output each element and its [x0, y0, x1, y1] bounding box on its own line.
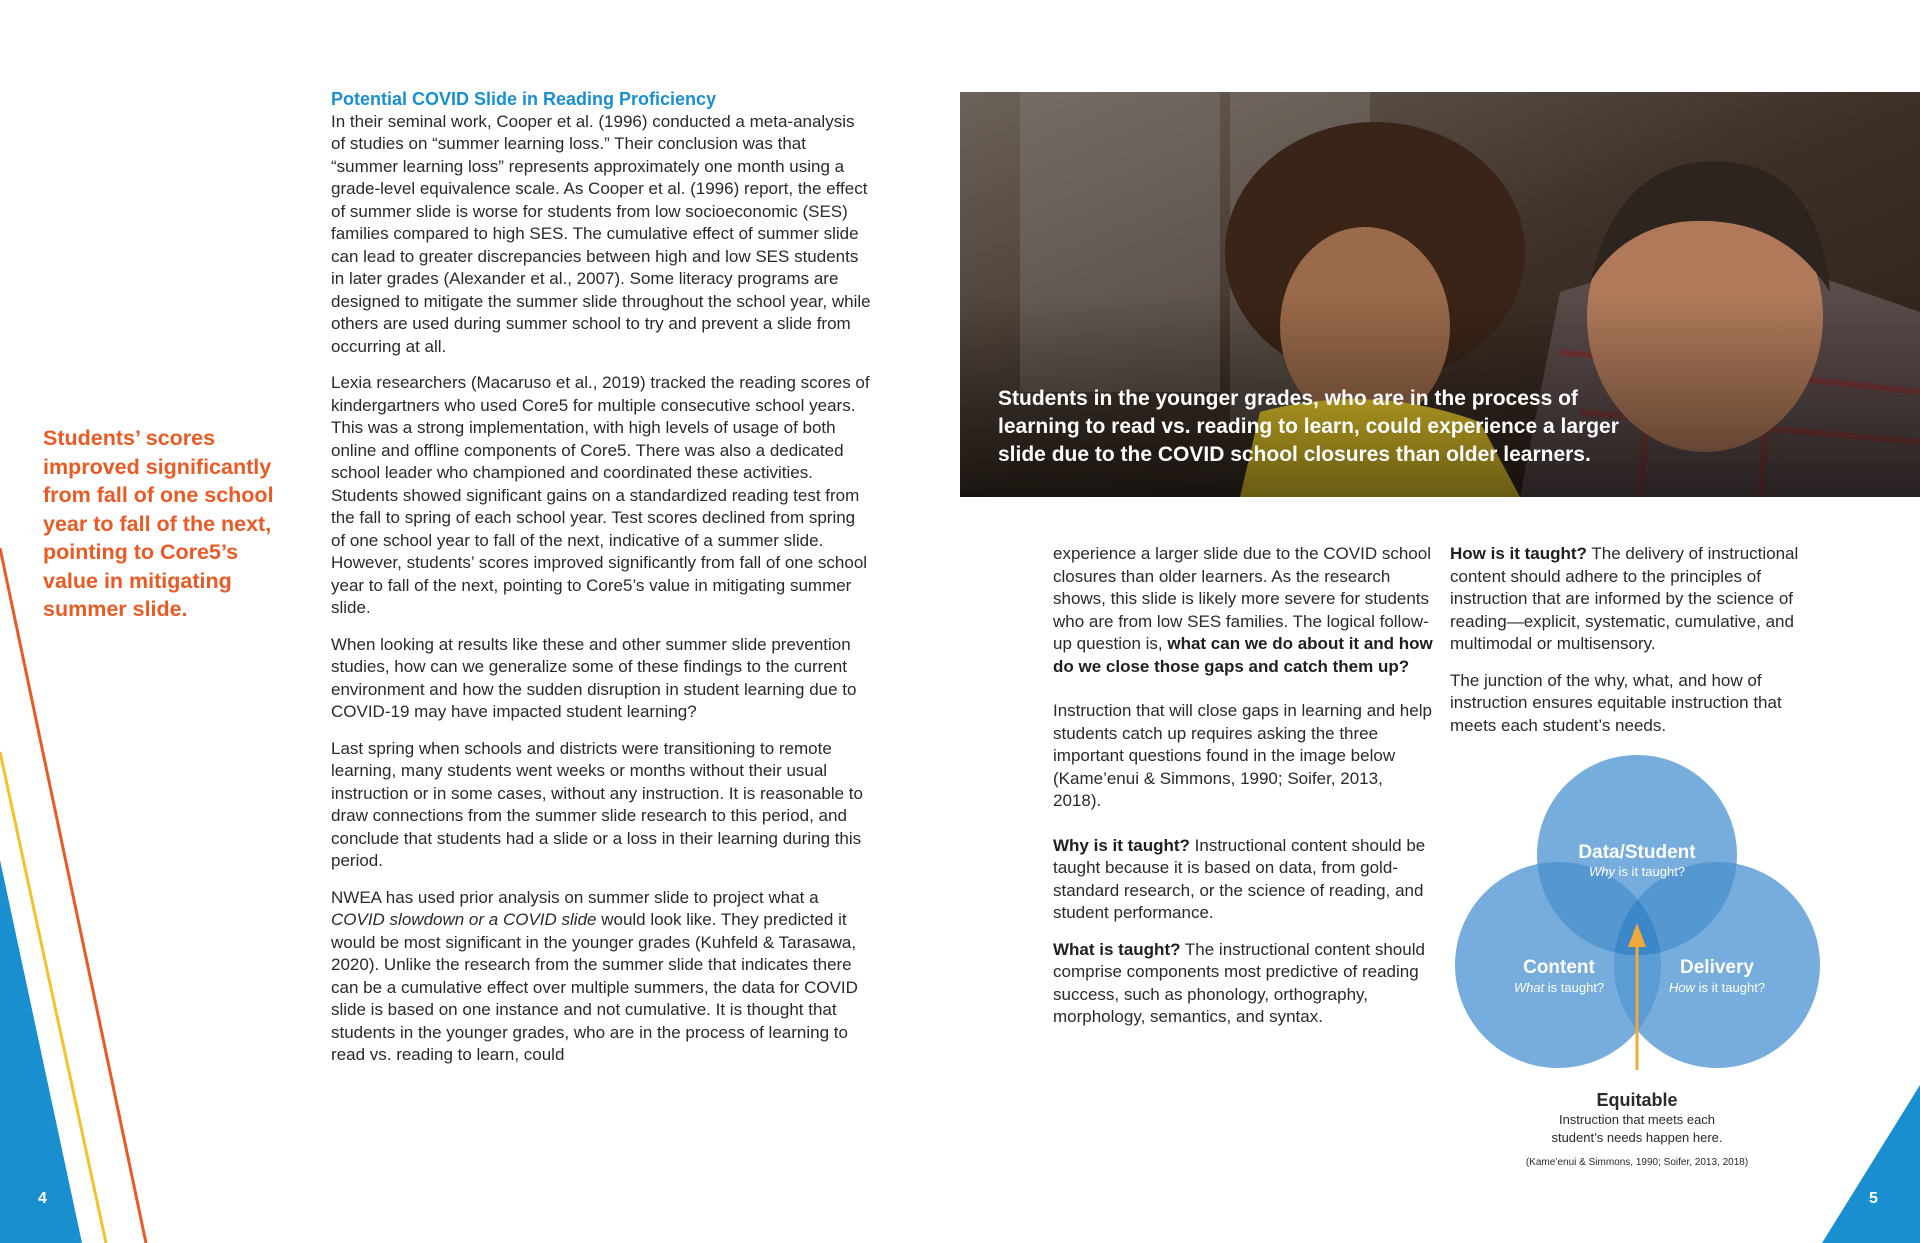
venn-sub-content: What is taught?: [1513, 980, 1605, 995]
hero-caption: Students in the younger grades, who are in the process of learning to read vs. reading to learn, could experience a larger slide due to the COVID school closures than older learners.: [998, 387, 1619, 466]
paragraph-three-questions: Instruction that will close gaps in learning and help students catch up requires asking the three important questions found in the image below (Kame’enui & Simmons, 1990; Soifer, 2013, 2018).: [1053, 701, 1432, 810]
right-article-column-1: [1053, 543, 1433, 1043]
paragraph-lexia: Lexia researchers (Macaruso et al., 2019) tracked the reading scores of kindergartners who used Core5 for multiple consecutive school years. This was a strong implementation, with high levels of usage of both online and offline components of Core5. There was also a dedicated school leader who championed and coordinated these activities. Students showed significant gains on a standardized reading test from the fall to spring of each school year. Test scores declined from spring of one school year to fall of the next, indicative of a summer slide. However, students’ scores improved significantly from fall of one school year to fall of the next, pointing to Core5’s value in mitigating summer slide.: [331, 373, 870, 617]
venn-center-line2: student’s needs happen here.: [1551, 1130, 1723, 1145]
paragraph-why: Why is it taught? Instructional content should be taught because it is based on data, from gold-standard research, or the science of reading, and student performance.: [1053, 835, 1426, 922]
venn-sub-data-student: Why is it taught?: [1588, 864, 1686, 879]
paragraph-continuation: experience a larger slide due to the COVID school closures than older learners. As the research shows, this slide is likely more severe for students who are from low SES families. The logical follow-up question is, what can we do about it and how do we close those gaps and catch them up?: [1053, 544, 1433, 676]
paragraph-last-spring: Last spring when schools and districts were transitioning to remote learning, many students went weeks or months without their usual instruction or in some cases, without any instruction. It is reasonable to draw connections from the summer slide research to this period, and conclude that students had a slide or a loss in their learning during this period.: [331, 738, 863, 870]
paragraph-generalize: When looking at results like these and other summer slide prevention studies, how can we generalize some of these findings to the current environment and how the sudden disruption in student learning due to COVID-19 may have impacted student learning?: [331, 634, 857, 721]
blue-corner-triangle-left: [0, 860, 82, 1243]
venn-label-delivery: Delivery: [1680, 957, 1754, 978]
paragraph-how: How is it taught? The delivery of instructional content should adhere to the principles of instruction that are informed by the science of reading—explicit, systematic, cumulative, and multimodal or multisensory.: [1450, 544, 1799, 653]
paragraph-cooper: In their seminal work, Cooper et al. (1996) conducted a meta-analysis of studies on “summer learning loss.” Their conclusion was that “summer learning loss” represents approximately one month using a grade-level equivalence scale. As Cooper et al. (1996) report, the effect of summer slide is worse for students from low socioeconomic (SES) families compared to high SES. The cumulative effect of summer slide can lead to greater discrepancies between high and low SES students in later grades (Alexander et al., 2007). Some literacy programs are designed to mitigate the summer slide throughout the school year, while others are used during summer school to try and prevent a slide from occurring at all.: [331, 111, 871, 356]
page-number-left: 4: [38, 1190, 47, 1207]
paragraph-junction: The junction of the why, what, and how of instruction ensures equitable instruction that meets each student’s needs.: [1450, 670, 1782, 735]
page-number-right: 5: [1869, 1190, 1878, 1207]
blue-corner-triangle-right: [1822, 1085, 1920, 1243]
why-label: Why is it taught?: [1053, 835, 1190, 855]
venn-label-content: Content: [1523, 957, 1595, 978]
paragraph-what: What is taught? The instructional content should comprise components most predictive of reading success, such as phonology, orthography, morphology, semantics, and syntax.: [1053, 939, 1425, 1026]
venn-citation: (Kame’enui & Simmons, 1990; Soifer, 2013, 2018): [1525, 1157, 1749, 1168]
venn-center-line1: Instruction that meets each: [1558, 1112, 1716, 1127]
venn-center-title: Equitable: [1596, 1090, 1678, 1110]
pull-quote: Students’ scores improved significantly from fall of one school year to fall of the next, pointing to Core5’s value in mitigating summer slide.: [43, 426, 274, 621]
right-article-column-2: [1450, 543, 1830, 751]
covid-slide-italic: COVID slowdown or a COVID slide: [331, 910, 597, 929]
venn-diagram: [1455, 755, 1830, 1175]
venn-sub-delivery: How is it taught?: [1668, 980, 1766, 995]
left-article-column: [331, 88, 871, 1081]
what-label: What is taught?: [1053, 939, 1181, 959]
how-label: How is it taught?: [1450, 544, 1587, 563]
hero-photo: [960, 92, 1920, 497]
venn-label-data-student: Data/Student: [1578, 842, 1696, 863]
section-title: Potential COVID Slide in Reading Proficiency: [331, 89, 717, 109]
follow-up-question: what can we do about it and how do we close those gaps and catch them up?: [1053, 634, 1433, 676]
paragraph-nwea: NWEA has used prior analysis on summer slide to project what a COVID slowdown or a COVID slide would look like. They predicted it would be most significant in the younger grades (Kuhfeld & Tarasawa, 2020). Unlike the research from the summer slide that indicates there can be a cumulative effect over multiple summers, the data for COVID slide is based on one instance and not cumulative. It is thought that students in the younger grades, who are in the process of learning to read vs. reading to learn, could: [331, 887, 858, 1064]
